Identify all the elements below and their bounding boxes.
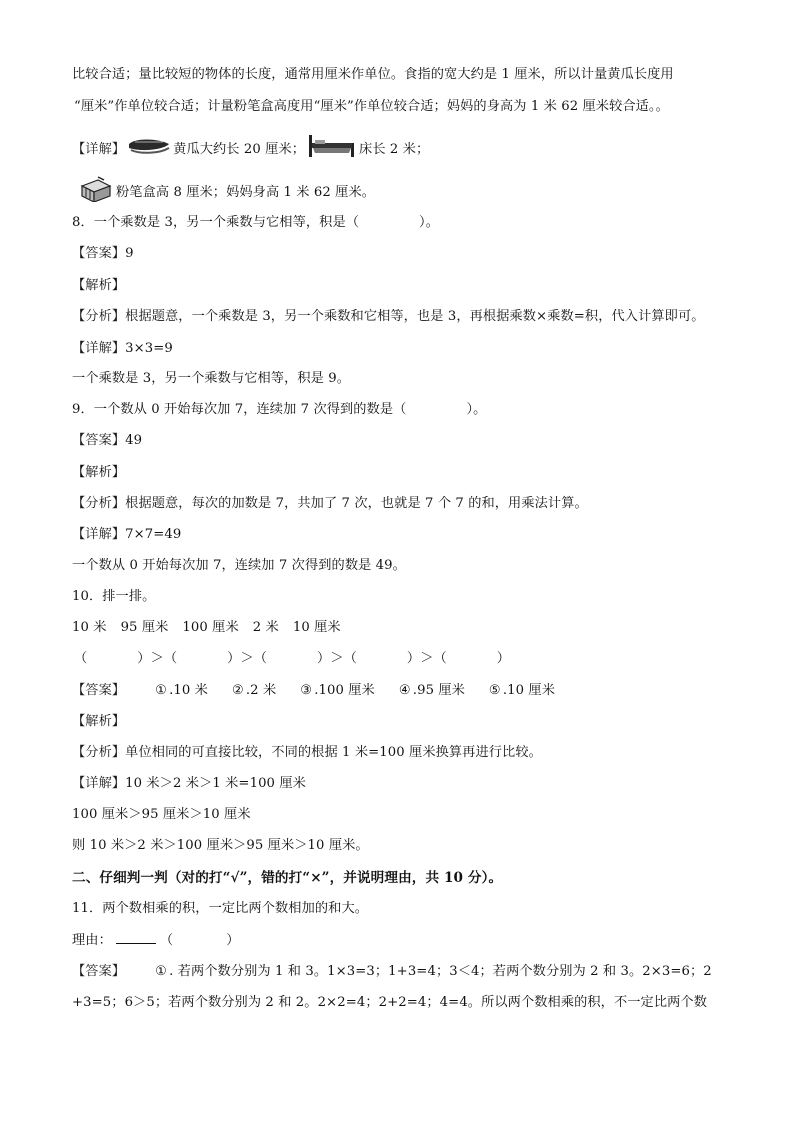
item: 10 米 (72, 620, 107, 635)
cucumber-image (127, 136, 171, 163)
circled-number: ① (155, 964, 168, 979)
reasoning-tag: 【分析】 (72, 496, 126, 511)
analysis-9: 【解析】 (72, 465, 126, 480)
reasoning-tag: 【分析】 (72, 745, 126, 760)
detail-line-images (72, 133, 429, 166)
item: 2 米 (252, 620, 279, 635)
circled-number: ⑤ (488, 683, 501, 698)
reasoning-10 (72, 743, 542, 763)
analysis-10: 【解析】 (72, 714, 126, 729)
detail-10 (72, 774, 306, 794)
answer-value: 9 (125, 246, 134, 261)
summary-8: 一个乘数是 3，另一个乘数与它相等，积是 9。 (72, 371, 351, 386)
item: 95 厘米 (120, 620, 169, 635)
answer-8 (72, 244, 134, 264)
answer-9 (72, 431, 142, 451)
bed-image (307, 133, 357, 166)
order-bracket: ）＞（ (137, 651, 178, 666)
order-bracket: ） (496, 651, 511, 666)
answer-tag: 【答案】 (72, 246, 126, 261)
question-10-items (72, 618, 341, 638)
judgement-blank: （ ） (159, 933, 240, 948)
summary-10: 则 10 米＞2 米＞100 厘米＞95 厘米＞10 厘米。 (72, 838, 369, 853)
answer-text: . 若两个数分别为 1 和 3。1×3=3；1+3=4；3＜4；若两个数分别为 2 和 3。2×3=6；2 (169, 964, 712, 979)
order-bracket: ）＞（ (227, 651, 268, 666)
detail-tag: 【详解】 (72, 527, 126, 542)
cucumber-text: 黄瓜大约长 20 厘米； (173, 142, 306, 157)
detail-tag: 【详解】 (72, 776, 126, 791)
detail-8 (72, 339, 173, 359)
question-text: 9．一个数从 0 开始每次加 7，连续加 7 次得到的数是（ (72, 402, 407, 417)
question-10-order (74, 649, 510, 669)
item: 100 厘米 (182, 620, 239, 635)
reason-blank (116, 930, 156, 944)
detail-line-chalkbox (76, 176, 375, 209)
answer-10 (72, 681, 555, 701)
analysis-8: 【解析】 (72, 278, 126, 293)
detail-text: 10 米＞2 米＞1 米=100 厘米 (125, 776, 306, 791)
detail-tag: 【详解】 (72, 142, 126, 157)
detail-10-continued: 100 厘米＞95 厘米＞10 厘米 (72, 807, 251, 822)
question-text-end: ）。 (466, 402, 487, 417)
reasoning-tag: 【分析】 (72, 309, 126, 324)
circled-number: ④ (398, 683, 411, 698)
answer-11-continued: +3=5；6＞5；若两个数分别为 2 和 2。2×2=4；2+2=4；4=4。所以两个数相乘的积，不一定比两个数 (72, 995, 707, 1010)
question-11-reason (72, 930, 240, 951)
order-bracket: （ (74, 651, 88, 666)
order-bracket: ）＞（ (406, 651, 447, 666)
answer-value: .100 厘米 (314, 683, 375, 698)
reason-label: 理由： (72, 933, 112, 948)
answer-tag: 【答案】 (72, 964, 126, 979)
question-9 (72, 400, 486, 420)
circled-number: ① (155, 683, 168, 698)
answer-11 (72, 962, 712, 982)
question-text: 8．一个乘数是 3，另一个乘数与它相等，积是（ (72, 215, 360, 230)
answer-tag: 【答案】 (72, 683, 126, 698)
question-10: 10．排一排。 (72, 589, 156, 604)
answer-value: 49 (125, 433, 143, 448)
question-text-end: ）。 (419, 215, 440, 230)
text-line: 比较合适；量比较短的物体的长度，通常用厘米作单位。食指的宽大约是 1 厘米，所以计量黄瓜长度用 (72, 67, 674, 82)
circled-number: ② (231, 683, 244, 698)
reasoning-text: 根据题意，每次的加数是 7，共加了 7 次，也就是 7 个 7 的和，用乘法计算。 (125, 496, 588, 511)
section-2-heading: 二、仔细判一判（对的打“√”，错的打“×”，并说明理由，共 10 分）。 (72, 870, 503, 886)
order-bracket: ）＞（ (317, 651, 357, 666)
reasoning-9 (72, 494, 588, 514)
bed-text: 床长 2 米； (359, 142, 430, 157)
answer-value: .2 米 (245, 683, 277, 698)
summary-9: 一个数从 0 开始每次加 7，连续加 7 次得到的数是 49。 (72, 558, 406, 573)
chalk-box-text: 粉笔盒高 8 厘米；妈妈身高 1 米 62 厘米。 (116, 185, 376, 200)
text-line: “厘米”作单位较合适；计量粉笔盒高度用“厘米”作单位较合适；妈妈的身高为 1 米 62 厘米较合适。。 (74, 99, 669, 114)
answer-value: .10 厘米 (502, 683, 555, 698)
detail-text: 3×3=9 (125, 341, 173, 356)
circled-number: ③ (300, 683, 313, 698)
answer-tag: 【答案】 (72, 433, 126, 448)
chalk-box-image (78, 176, 114, 209)
question-8 (72, 213, 439, 233)
answer-value: .10 米 (169, 683, 208, 698)
question-11: 11．两个数相乘的积，一定比两个数相加的和大。 (72, 901, 369, 916)
reasoning-text: 单位相同的可直接比较，不同的根据 1 米=100 厘米换算再进行比较。 (125, 745, 542, 760)
item: 10 厘米 (292, 620, 341, 635)
detail-text: 7×7=49 (125, 527, 182, 542)
reasoning-text: 根据题意，一个乘数是 3，另一个乘数和它相等，也是 3，再根据乘数×乘数=积，代入计算即可。 (125, 309, 705, 324)
detail-tag: 【详解】 (72, 341, 126, 356)
detail-9 (72, 525, 181, 545)
answer-value: .95 厘米 (412, 683, 465, 698)
reasoning-8 (72, 307, 705, 327)
